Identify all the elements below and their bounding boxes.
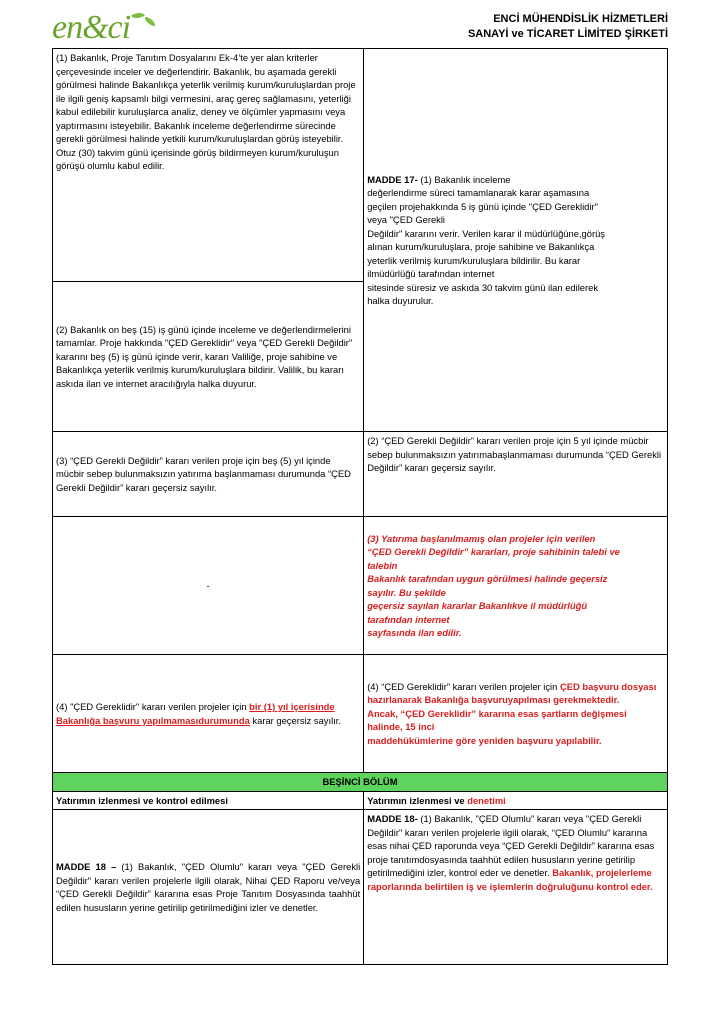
company-name: [468, 12, 668, 42]
madde17-line: değerlendirme süreci tamamlanarak karar aşamasına: [367, 187, 590, 198]
madde17-label: MADDE 17-: [367, 173, 418, 185]
madde17-line: yeterlik verilmiş kurum/kuruluşlara bildirilir. Bu karar: [367, 254, 581, 266]
row4-right-cell: [364, 517, 668, 655]
subtitle-right: [364, 791, 668, 810]
madde17-line: ilmüdürlüğü tarafından internet: [367, 268, 495, 279]
leaf-icon: [131, 9, 145, 21]
subtitle-text: Yatırımın izlenmesi ve: [367, 794, 468, 806]
para4-text: (4) "ÇED Gereklidir" kararı verilen projeler için: [56, 701, 250, 712]
company-line-2: SANAYİ ve TİCARET LİMİTED ŞİRKETİ: [467, 28, 668, 40]
para4-highlight: Ancak, “ÇED Gereklidir” kararına esas şartların değişmesi halinde, 15 inci: [367, 707, 627, 733]
row5-right-cell: [364, 655, 668, 773]
madde18-left-text: (1) Bakanlık, "ÇED Olumlu" kararı veya "ÇED Gerekli Değildir" kararı verilen projelerle ilgili olarak, Nihai ÇED Raporu ve/veya “ÇED Gerekli Değildir” kararına esas Proje Tanıtım Dosyasında taahhüt edilen hususların yerine getirilip getirilmediğini izler ve denetler.: [56, 861, 361, 913]
para3-line: (3) Yatırıma başlanılmamış olan projeler için verilen: [367, 532, 596, 544]
madde18-right-cell: [364, 810, 668, 965]
madde17-line: Değildir" kararını verir. Verilen karar il müdürlüğüne,görüş: [367, 227, 605, 239]
subtitle-highlight: denetimi: [467, 794, 506, 806]
article16-para1: (1) Bakanlık, Proje Tanıtım Dosyalarını Ek-4’te yer alan kriterler çerçevesinde inceler ve değerlendirir. Bakanlık, bu aşamada gerekli görülmesi halinde Bakanlıkça yeterlik verilmiş kurum/kuruluşlardan proje ile ilgili geniş kapsamlı bilgi vermesini, araç gereç sağlamasını, yeterliği kabul edilebilir kuruluşlarca analiz, deney ve ölçümler yapmasını veya yaptırmasını isteyebilir. Bakanlık inceleme değerlendirme sürecinde gerekli görülmesi halinde yetkili kurum/kuruluşlardan görüş isteyebilir. Otuz (30) takvim günü içerisinde görüş bildirmeyen kurum/kuruluşun görüşü olumlu kabul edilir.: [56, 52, 356, 171]
section-title: BEŞİNCİ BÖLÜM: [53, 773, 668, 792]
madde18-right-label: MADDE 18-: [367, 813, 418, 824]
subtitle-left: Yatırımın izlenmesi ve kontrol edilmesi: [53, 791, 364, 810]
row1-left-cell: [53, 49, 364, 282]
para4-text: (4) “ÇED Gereklidir” kararı verilen projeler için: [367, 680, 560, 692]
company-logo: [52, 8, 162, 48]
para3-line: sayfasında ilan edilir.: [367, 627, 462, 638]
logo-text: en&ci: [52, 9, 131, 46]
row5-left-cell: [53, 655, 364, 773]
madde18-left-label: MADDE 18 –: [56, 861, 117, 872]
para4-highlight: ÇED başvuru dosyası hazırlanarak Bakanlığa başvuruyapılması gerekmektedir.: [367, 680, 657, 706]
row3-right-cell: [364, 432, 668, 517]
empty-dash: -: [206, 579, 210, 591]
madde18-right-text: (1) Bakanlık, "ÇED Olumlu" kararı veya "ÇED Gerekli Değildir" kararı verilen projelerle ilgili olarak, “ÇED Olumlu” kararına esas nihai ÇED raporunda veya “ÇED Gerekli Değildir” kararına esas proje tanıtımdosyasında taahhüt edilen hususların yerine getirilip getirilmediğini izler, kontrol eder ve denetler.: [367, 813, 655, 878]
madde17-line: alınan kurum/kuruluşlara, proje sahibine ve Bakanlıkça: [367, 241, 595, 252]
para4-text: karar geçersiz sayılır.: [249, 714, 341, 726]
row2-left-cell: [53, 282, 364, 432]
madde17-line: (1) Bakanlık inceleme: [417, 173, 511, 185]
para3-line: “ÇED Gerekli Değildir” kararları, proje sahibinin talebi ve: [367, 546, 620, 557]
article17-para3: [367, 532, 664, 640]
row4-left-cell: [53, 517, 364, 655]
article17-para2: (2) “ÇED Gerekli Değildir” kararı verilen proje için 5 yıl içinde mücbir sebep bulunmaksızın yatırımabaşlanmaması durumunda “ÇED Gerekli Değildir” kararı geçersiz sayılır.: [367, 435, 662, 473]
leaf-icon: [143, 17, 156, 27]
para3-line: talebin: [367, 559, 398, 571]
article16-para3: (3) “ÇED Gerekli Değildir” kararı verilen proje için beş (5) yıl içinde mücbir sebep bulunmaksızın yatırıma başlanmaması durumunda “ÇED Gerekli Değildir” kararı geçersiz sayılır.: [56, 454, 351, 493]
madde17-line: veya "ÇED Gerekli: [367, 214, 446, 225]
company-line-1: ENCİ MÜHENDİSLİK HİZMETLERİ: [493, 13, 668, 25]
madde17-line: sitesinde süresiz ve askıda 30 takvim günü ilan edilerek: [367, 281, 599, 293]
article16-para4: [56, 700, 360, 727]
para3-line: geçersiz sayılan kararlar Bakanlıkve il müdürlüğü: [367, 600, 588, 611]
madde17-line: geçilen projehakkında 5 iş günü içinde "ÇED Gereklidir": [367, 200, 598, 212]
article17-para4: [367, 680, 664, 748]
row3-left-cell: [53, 432, 364, 517]
article16-para2: (2) Bakanlık on beş (15) iş günü içinde inceleme ve değerlendirmelerini tamamlar. Proje hakkında "ÇED Gereklidir" veya "ÇED Gerekli Değildir" kararını beş (5) iş günü içinde verir, kararı Valiliğe, proje sahibine ve Bakanlıkça yeterlik verilmiş kurum/kuruluşlara bildirir. Valilik, bu kararı askıda ilan ve internet aracılığıyla halka duyurur.: [56, 323, 353, 389]
para4-highlight: bir (1) yıl içerisinde Bakanlığa başvuru yapılmamasıdurumunda: [56, 701, 335, 726]
para4-highlight: maddehükümlerine göre yeniden başvuru yapılabilir.: [367, 734, 602, 746]
madde17-cell: [364, 49, 668, 432]
para3-line: Bakanlık tarafından uygun görülmesi halinde geçersiz: [367, 573, 608, 584]
madde18-right-highlight: Bakanlık, projelerleme raporlarında belirtilen iş ve işlemlerin doğruluğunu kontrol eder.: [367, 867, 653, 892]
madde17-text: [367, 173, 664, 308]
madde17-line: halka duyurulur.: [367, 295, 434, 306]
para3-line: tarafından internet: [367, 613, 450, 625]
comparison-table: [52, 48, 668, 965]
madde18-left-cell: [53, 810, 364, 965]
para3-line: sayılır. Bu şekilde: [367, 586, 446, 598]
